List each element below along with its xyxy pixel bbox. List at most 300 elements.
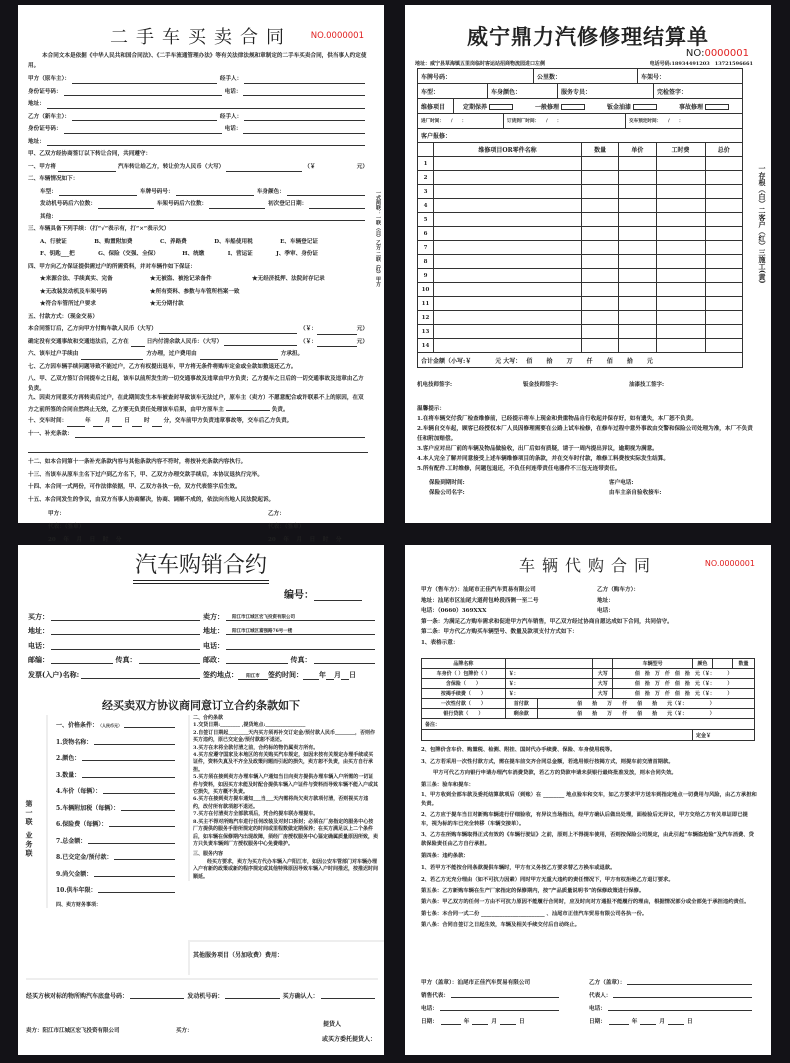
term-item: 3、乙方若采用一次性付款方式，需在提车前交齐合同总金额，若选用银行按揭方式，则提车前交清首期款。 xyxy=(421,758,674,765)
payment-kind: 首付款 xyxy=(505,699,537,709)
signature-party: 乙方： xyxy=(268,511,285,517)
field-line[interactable] xyxy=(139,656,201,664)
guarantee-item: ★无分期付款 xyxy=(150,301,184,308)
tip-item: 4.本人完全了解并同意接受上述车辆维修项目的条款，并在交车时付款，维修工料费按实际发生结算。 xyxy=(417,456,669,462)
field-label: 电话： xyxy=(224,126,242,133)
party-line[interactable] xyxy=(81,352,143,360)
address: 地址：威宁县草海镇五里岗临时客运站招商物流园进口左侧 xyxy=(415,61,546,67)
price-item-label: 9.尚欠金额： xyxy=(56,870,93,878)
total-amount[interactable]: 合计金额（小写:￥ 元 大写： 佰 拾 万 仟 佰 拾 元 xyxy=(418,353,743,368)
field-label: 买方： xyxy=(28,611,49,621)
clause-text: 方办理，过户费用由 xyxy=(146,351,197,358)
field-line[interactable] xyxy=(314,656,376,664)
party-row xyxy=(28,607,378,622)
clause-text: 元） xyxy=(356,326,368,333)
remark-field[interactable]: 备注： xyxy=(422,719,755,730)
complaint-field[interactable]: 客户报修： xyxy=(418,129,743,143)
representative-line[interactable] xyxy=(613,990,752,998)
table-row xyxy=(422,689,755,699)
service-rep-field[interactable]: 服务专员： xyxy=(558,84,654,98)
inspection-sign-field[interactable]: 完检签字： xyxy=(657,88,688,96)
minute-line[interactable] xyxy=(152,419,162,427)
price-words[interactable]: 佰 拾 万 仟 佰 拾 元（￥： ） xyxy=(613,669,755,679)
seller-name[interactable]: 阳江市江城区宏飞投资有限公司 xyxy=(226,614,375,621)
party-line[interactable] xyxy=(200,352,278,360)
sales-rep-line[interactable] xyxy=(451,990,559,998)
buyer-signature[interactable]: 买方： xyxy=(176,1027,193,1034)
price-item-label: 7.总金额： xyxy=(56,837,87,845)
contract-number xyxy=(284,586,362,601)
checkbox-icon xyxy=(633,104,657,110)
customer-phone[interactable]: 客户电话: xyxy=(609,480,634,486)
clause-text: 九、因卖方同意买方再转卖后过户，在此期间发生本车被查封导致该车无法过户，原车主（卖方）不愿意配合或许联系不上的原因，在双方之前所签的合同自然终止无效，乙方要无负责任处理该车后果，由甲方原车主 xyxy=(28,395,364,413)
clause-text: 负责。 xyxy=(271,407,289,413)
clause-1 xyxy=(28,160,368,173)
tip-item: 5.所有配件.工时维修，问题包退还，不负任何连带责任电器件不三包无连带责任。 xyxy=(417,466,621,472)
guarantee-item: ★无经济抵押、法院封存记录 xyxy=(252,276,325,283)
payment-row xyxy=(28,335,368,348)
copy-note-vertical: 一式两联：一联（白）乙方 二联（红）甲方 xyxy=(375,190,381,287)
seller-address[interactable]: 阳江市江城区富强路76号一楼 xyxy=(226,628,375,635)
checkbox-sheet-paint[interactable]: 钣金油漆 xyxy=(607,102,661,111)
price-words[interactable]: 佰 拾 万 仟 佰 拾 元（￥： ） xyxy=(613,679,755,689)
phone-line[interactable] xyxy=(440,1003,559,1011)
checkbox-accident-repair[interactable]: 事故修理 xyxy=(679,102,733,111)
field-line[interactable] xyxy=(51,627,200,635)
field-line[interactable] xyxy=(72,113,217,121)
party-row xyxy=(28,665,378,680)
field-row xyxy=(28,122,368,135)
copy-label-vertical: 第一联 业务联 xyxy=(25,800,34,859)
field-line[interactable] xyxy=(287,188,365,196)
field-line[interactable] xyxy=(47,101,365,109)
mechanic-signature[interactable]: 机电技师签字: xyxy=(417,382,453,388)
vin-field[interactable]: 车架号： xyxy=(641,73,666,81)
term-item: 3.买方在未将全款付清之前，合约标的物仍属卖方所有。 xyxy=(193,744,319,751)
year-line[interactable] xyxy=(609,1017,629,1025)
table-row: 8 xyxy=(418,255,743,269)
field-line[interactable] xyxy=(64,88,222,96)
field-line[interactable] xyxy=(124,720,175,728)
party-a: 甲方（售车方）：汕尾市正佳汽车贸易有限公司 xyxy=(421,587,536,593)
price-conditions xyxy=(46,715,178,908)
field-label: 经买方核对标的物所购汽车底盘号码： xyxy=(26,993,129,1000)
table-row: 4 xyxy=(418,199,743,213)
guarantee-item: ★来源合法、手续真实、完备 xyxy=(40,276,113,283)
price-item-label: 4.车价（每辆）： xyxy=(56,788,102,795)
price-item-label: 10.供车年限： xyxy=(56,887,97,894)
copy-note-vertical: 一存根（白）二客户（红）三施工(黄) xyxy=(758,165,767,284)
owner-line[interactable] xyxy=(226,403,270,411)
doc-item: G、保险（交强、全保） xyxy=(98,251,159,258)
insurance-company[interactable]: 保险公司名字: xyxy=(429,490,465,496)
party-b[interactable]: 乙方（购车方）： xyxy=(597,587,639,593)
parts-arrival-field[interactable]: 订货到厂时间： / ： xyxy=(504,114,626,128)
field-label: 传真： xyxy=(290,655,312,664)
signature-row xyxy=(26,1015,378,1043)
field-line[interactable] xyxy=(209,201,265,209)
price-value[interactable]: ￥： xyxy=(505,679,593,689)
day-line[interactable] xyxy=(668,1017,684,1025)
deposit-row xyxy=(422,730,755,741)
field-line[interactable] xyxy=(244,76,365,84)
paint-signature[interactable]: 油漆技工签字: xyxy=(629,382,665,388)
party-row xyxy=(28,622,378,637)
price-words-line[interactable] xyxy=(226,164,302,172)
field-line[interactable] xyxy=(59,213,365,221)
section-title: 一、价格条件： xyxy=(56,722,99,729)
article-1: 第一条：为满足乙方购车需求和促进甲方汽车销售，甲乙双方经过协商自愿达成如下合同，共同信守。 xyxy=(421,618,673,625)
field-label: 甲方（原车主）： xyxy=(28,76,70,83)
table-row: 5 xyxy=(418,213,743,227)
time-row xyxy=(418,114,743,129)
price-label: 含保险（ ） xyxy=(422,679,506,689)
tip-item: 2.车辆自交车起，顾客已经授权本厂人员因修理需要在公路上试车检修，在修车过程中意外事故由交警和保险公司处理为准，本厂不负责任和附加赔偿。 xyxy=(417,426,753,442)
contract-title: 车辆代购合同 xyxy=(518,556,657,575)
party-a-seal: 甲方（盖章）：汕尾市正佳汽车贸易有限公司 xyxy=(421,980,531,986)
field-label: 车型： xyxy=(40,188,57,195)
proxy-purchase-panel xyxy=(405,545,771,1055)
other-services[interactable]: 其他服务项目（另加收费）费用： xyxy=(188,940,384,975)
days-line[interactable] xyxy=(131,339,145,347)
doc-item: B、购置附加费 xyxy=(94,238,133,245)
chassis-line[interactable] xyxy=(130,991,184,999)
seller-signature[interactable]: 卖方：阳江市江城区宏飞投资有限公司 xyxy=(26,1027,120,1034)
price-item-label: 8.已交定金/预付款： xyxy=(56,854,113,861)
field-label: 乙方（盖章）： xyxy=(589,980,626,986)
guarantee-row xyxy=(28,297,368,310)
table-row xyxy=(422,699,755,709)
field-label: 买方确认人： xyxy=(282,993,319,1000)
clause-text: 元） xyxy=(356,163,368,170)
field-line[interactable] xyxy=(72,76,217,84)
clause-text: 分，交车前甲方负责违章事故等，交车后乙方负责。 xyxy=(163,418,293,425)
field-line[interactable] xyxy=(244,113,365,121)
intro-text: 本合同文本是依据《中华人民共和国合同法》、《二手车流通管理办法》等有关法律法规和章制定的二手车买卖合同，供当事人约定使用。 xyxy=(28,53,367,69)
term-item: 甲方可代乙方向银行申请办理汽车消费贷款，若乙方的贷款申请未获银行最终批准发放，则本合同失效。 xyxy=(433,770,677,777)
table-row: 10 xyxy=(418,283,743,297)
agree-line: 甲、乙双方经协商签订以下转让合同，共同遵守： xyxy=(28,151,152,158)
field-line[interactable] xyxy=(98,885,175,893)
field-line[interactable] xyxy=(243,88,365,96)
price-label: 车身价（ ）包牌价（ ） xyxy=(422,669,506,679)
clause-text: 年 xyxy=(85,418,91,425)
field-line[interactable] xyxy=(114,852,175,860)
checkbox-icon xyxy=(561,104,585,110)
clause-15: 十五、本合同发生的争议，由双方当事人协商解决，协商、调解不成的，依法向当地人民法院起诉。 xyxy=(28,496,275,503)
term-item: 2、若乙方无充分理由（如不可抗力因素）同时甲方无重大违约的责任情况下，甲方有权拒绝乙方退订要求。 xyxy=(421,876,674,883)
color-value[interactable] xyxy=(713,659,733,669)
sign-place-value[interactable]: 阳江市 xyxy=(238,673,268,680)
article-2: 第二条：甲方代乙方购买车辆型号、数量及款项支付方式如下： xyxy=(421,629,578,635)
table-row xyxy=(422,709,755,719)
year-line[interactable] xyxy=(303,672,319,680)
field-label: 发票(入户)名称: xyxy=(28,669,80,679)
field-label: 车身颜色： xyxy=(256,188,285,195)
field-line[interactable] xyxy=(51,656,113,664)
table-row: 7 xyxy=(418,241,743,255)
field-line[interactable] xyxy=(81,671,200,679)
signature-row xyxy=(421,973,755,986)
field-line[interactable] xyxy=(226,656,288,664)
field-row xyxy=(28,85,368,98)
delivery-time-field[interactable]: 交车预定时间： / ： xyxy=(629,119,684,124)
supplement-line[interactable] xyxy=(75,430,365,438)
section-title: 四、卖方财务事项： xyxy=(56,902,102,908)
term-item: 3、乙方在所购车辆取得正式有效的《车辆行驶证》之前，原则上不得提车使用，否则按保险公司规定，由此引起“车辆盗抢险”及汽车消费、贷款保险责任由乙方自行承担。 xyxy=(421,832,754,848)
chassis-row xyxy=(26,991,378,1000)
color-field[interactable]: 车身颜色： xyxy=(488,84,558,98)
tip-item: 3.客户应对出厂前的车辆及物品做验收，出厂后如有质疑，请于一周内提出异议，逾期视为满意。 xyxy=(417,446,658,452)
buyer-confirm-line[interactable] xyxy=(321,991,375,999)
field-label: 年 xyxy=(463,1019,470,1025)
clause-text: （￥： xyxy=(300,338,317,345)
brand-value[interactable] xyxy=(505,659,593,669)
field-line[interactable] xyxy=(226,642,375,650)
car-owner-line[interactable] xyxy=(58,164,116,172)
field-line[interactable] xyxy=(64,126,222,134)
table-row: 9 xyxy=(418,269,743,283)
field-label: 月 xyxy=(334,669,341,679)
field-line[interactable] xyxy=(103,786,175,794)
section-title: 三、服务内容 xyxy=(193,851,224,858)
serial-label: NO: xyxy=(685,48,705,59)
amount-line[interactable] xyxy=(159,326,297,334)
signature-party: 甲方： xyxy=(48,511,65,517)
field-label: 身份证号码： xyxy=(28,126,62,133)
term-item: 第八条：合同自签订之日起生效，车辆及相关手续交付后自动终止。 xyxy=(421,922,580,929)
clause-7: 七、乙方因车辆手续问题导致不能过户，乙方有权提出退车，甲方将无条件将购车定金或全款如数退还乙方。 xyxy=(28,363,297,370)
col-total: 总价 xyxy=(705,143,742,157)
supplement-line[interactable] xyxy=(28,439,368,453)
doc-item: I、营运证 xyxy=(227,251,253,258)
party-b-phone[interactable]: 电话： xyxy=(597,608,614,614)
clause-text: 十一、补充条款： xyxy=(28,430,73,437)
tips-section xyxy=(417,404,753,498)
clause-11 xyxy=(28,427,368,440)
field-label: 电话： xyxy=(203,640,224,650)
field-line[interactable] xyxy=(47,138,365,146)
field-line[interactable] xyxy=(94,869,175,877)
term-item: 1、若甲方不能按合同条款提供车辆时，甲方有义务按乙方要求替乙方换车或退款。 xyxy=(421,864,616,871)
signature-block xyxy=(28,508,368,547)
model-field[interactable]: 车型： xyxy=(418,84,488,98)
price-item-label: 2.颜色： xyxy=(56,755,81,762)
clause-8: 八、甲、乙双方签订合同提车之日起，该车以前所发生的一切交通事故及违章由甲方负责；乙方提车之日后的一切交通事故及违章由乙方负责。 xyxy=(28,376,364,392)
term-item: 第三条：验车和提车： xyxy=(421,781,474,788)
field-line[interactable] xyxy=(176,188,254,196)
year-line[interactable] xyxy=(441,1017,461,1025)
clause-text: 元） xyxy=(356,338,368,345)
contract-body xyxy=(28,51,368,547)
clause-text: 确定没有交通事故和交通违法后，乙方在 xyxy=(28,338,129,345)
field-label: 经手人： xyxy=(219,76,243,83)
term-item: 第六条：甲乙双方的任何一方由不可抗力原因不能履行合同时，应及时向对方通报不能履行的理由，根据情况部分或全部免于承担违约责任。 xyxy=(421,898,750,905)
field-label: 电话： xyxy=(28,640,49,650)
price-words[interactable]: 佰 拾 万 仟 佰 拾 元（￥： ） xyxy=(613,689,755,699)
checkbox-periodic-maintenance[interactable]: 定期保养 xyxy=(463,102,517,111)
field-line[interactable] xyxy=(51,642,200,650)
parties-header xyxy=(421,585,755,648)
owner-pickup[interactable]: 由车主亲自验收接车: xyxy=(609,490,662,496)
field-label: 日 xyxy=(519,1019,525,1025)
field-label: 电话： xyxy=(224,88,242,95)
month-line[interactable] xyxy=(640,1017,656,1025)
guarantee-item: ★所有资料、参数与车管所档案一致 xyxy=(150,288,240,295)
payment-words[interactable]: 佰 拾 万 仟 佰 拾 元（￥： ） xyxy=(537,699,754,709)
tips-title: 温馨提示： xyxy=(417,406,445,412)
clause-4-title: 四、甲方向乙方保证提供需过户的所需资料，并对车辆作如下保证： xyxy=(28,263,196,270)
color-label: 颜色 xyxy=(693,659,713,669)
bill-title: 威宁鼎力汽修修理结算单 xyxy=(467,24,709,49)
repair-type-row xyxy=(418,99,743,114)
month-line[interactable] xyxy=(472,1017,488,1025)
field-label: 身份证号码： xyxy=(28,88,62,95)
term-item: 8.买主不得对所购汽车进行任何改装及对封口拆封；必须在厂房指定的服务中心按厂方提供的服务手册所规定的时间或里程数做定期保养；在买方满足以上二个条件后，如车辆在保修期内出现故障，须经厂房授权服务中心鉴定确属质量原因所致，卖方只负责车辆到厂方授权服务中心免费维护。 xyxy=(193,818,379,847)
doc-item: J、季审、身份证 xyxy=(276,251,318,258)
signature-rep: 代表：（签章） xyxy=(48,524,85,530)
hour-line[interactable] xyxy=(132,419,142,427)
price-value[interactable]: ￥： xyxy=(505,689,593,699)
term-item: 第四条：违约条款： xyxy=(421,853,469,860)
col-unit-price: 单价 xyxy=(619,143,656,157)
sales-contract-panel xyxy=(18,545,384,1055)
number-line[interactable] xyxy=(314,593,362,601)
field-label: 卖方： xyxy=(203,611,224,621)
field-label: 地址： xyxy=(203,626,224,635)
checkbox-icon xyxy=(705,104,729,110)
guarantee-item: ★无被盗、被抢记录备件 xyxy=(150,276,212,283)
price-value[interactable]: ￥： xyxy=(505,669,593,679)
contract-terms xyxy=(421,745,757,932)
field-label: 日 xyxy=(349,669,356,679)
plate-field[interactable]: 车牌号码： xyxy=(418,69,534,83)
field-row xyxy=(28,110,368,123)
total-row xyxy=(418,353,743,368)
signature-block xyxy=(421,973,755,1025)
field-label: 邮编： xyxy=(28,655,49,664)
clause-text: 时 xyxy=(144,418,150,425)
clause-text: 日 xyxy=(124,418,130,425)
field-row xyxy=(28,72,368,85)
field-label: 乙方（新车主）： xyxy=(28,113,70,120)
field-line[interactable] xyxy=(82,770,175,778)
field-line[interactable] xyxy=(82,753,175,761)
phone-line[interactable] xyxy=(608,1003,752,1011)
field-label: 经手人： xyxy=(219,113,243,120)
clause-text: 月 xyxy=(104,418,111,425)
amount-line[interactable] xyxy=(317,327,357,335)
info-row xyxy=(418,84,743,99)
payment-row xyxy=(28,322,368,335)
insurance-expiry[interactable]: 保险到期时间: xyxy=(429,480,465,486)
engine-line[interactable] xyxy=(225,991,279,999)
field-line[interactable] xyxy=(309,201,365,209)
col-qty: 数量 xyxy=(582,143,619,157)
day-line[interactable] xyxy=(112,419,122,427)
sheet-metal-signature[interactable]: 钣金技师签字: xyxy=(523,382,559,388)
divider xyxy=(26,978,378,980)
amount-line[interactable] xyxy=(317,339,357,347)
clause-12: 十二、如本合同第十一条补充条款内容与其他条款内容不符时，将按补充条款内容执行。 xyxy=(28,459,247,466)
amount-line[interactable] xyxy=(224,338,297,346)
date-row xyxy=(421,1012,755,1025)
field-line[interactable] xyxy=(51,613,200,621)
day-line[interactable] xyxy=(500,1017,516,1025)
field-label: 电话： xyxy=(589,1006,606,1012)
field-label: 车牌号码号： xyxy=(140,188,174,195)
serial-value: 0000001 xyxy=(704,48,749,59)
entry-time-field[interactable]: 进厂时间： / ： xyxy=(418,114,504,128)
checkbox-general-repair[interactable]: 一般修理 xyxy=(535,102,589,111)
year-line[interactable] xyxy=(67,419,85,427)
clause-2-title: 二、车辆情况如下： xyxy=(28,176,79,183)
payment-kind: 剩余款 xyxy=(505,709,537,719)
remark-extra[interactable] xyxy=(422,730,693,741)
clause-text: 六、该车过户手续由 xyxy=(28,351,79,358)
field-label: 月 xyxy=(659,1019,666,1025)
contract-title: 汽车购销合约 xyxy=(18,548,384,584)
term-item: 5.买方须在接到卖方办理车辆入户通知当日向卖方提供办理车辆入户所需的一切证件与资料，如因买方未能及时配合提供车辆入户证件与资料而导致车辆不能入户或其它损失，买方概不负责。 xyxy=(193,774,379,796)
field-line[interactable] xyxy=(98,201,154,209)
field-label: 年 xyxy=(319,669,326,679)
table-row: 11 xyxy=(418,297,743,311)
info-row xyxy=(418,69,743,84)
party-b-address[interactable]: 地址： xyxy=(597,597,614,604)
doc-item: E、车辆登记证 xyxy=(280,238,318,245)
clause-text: （￥ xyxy=(304,163,316,170)
repair-type-label: 维修项目 xyxy=(418,99,454,113)
pickup-delegate-field[interactable]: 或买方委托提货人： xyxy=(321,1036,376,1043)
serial-number xyxy=(686,48,749,59)
table-row: 1 xyxy=(418,157,743,171)
table-row xyxy=(422,669,755,679)
month-line[interactable] xyxy=(93,419,103,427)
docs-row xyxy=(28,247,368,260)
field-label: 地址： xyxy=(28,138,45,145)
field-line[interactable] xyxy=(59,188,137,196)
brand-label: 品牌名称 xyxy=(422,659,506,669)
guarantee-item: ★符合车管所过户要求 xyxy=(40,301,96,308)
term-item: 2、包牌价含车价、购置税、检测、附挂、国封代办手续费、保险、车身使用税等。 xyxy=(421,747,616,753)
clause-13: 十三、当该车从原车主名下过户到乙方名下，甲、乙双方办理交款手续后，本协议退执行完毕。 xyxy=(28,471,263,478)
field-line[interactable] xyxy=(121,803,175,811)
field-line[interactable] xyxy=(109,819,175,827)
payment-words[interactable]: 佰 拾 万 仟 佰 拾 元（￥： ） xyxy=(537,709,754,719)
field-label: 发动机号码后六位数： xyxy=(40,201,96,208)
field-line[interactable] xyxy=(243,126,365,134)
words-label: 大写 xyxy=(593,669,613,679)
month-line[interactable] xyxy=(326,672,334,680)
guarantee-row xyxy=(28,285,368,298)
day-line[interactable] xyxy=(341,672,349,680)
clause-text: 本合同签订后，乙方向甲方付购车款人民币（大写） xyxy=(28,326,157,333)
col-labor: 工时费 xyxy=(656,143,705,157)
party-b-seal-line[interactable] xyxy=(627,977,752,985)
signature-date: 20 年 月 日 时 分 xyxy=(48,537,122,543)
deposit-field[interactable]: 定金￥ xyxy=(693,730,755,741)
field-line[interactable] xyxy=(94,737,175,745)
mileage-field[interactable]: 公里数： xyxy=(534,69,638,83)
field-label: 日期： xyxy=(421,1019,438,1025)
clause-text: 一、甲方将 xyxy=(28,163,56,170)
term-item: 4.买方应遵守国家及本地区的有关购买汽车规定，如因未按有关规定办理手续或买证件，资料失真及不齐全及政策问题而引起的损失，卖方恕不负责，由买方自行承担。 xyxy=(193,752,374,773)
field-line[interactable] xyxy=(88,836,175,844)
table-row xyxy=(422,679,755,689)
clause-text: 十、交车时间： xyxy=(28,418,68,425)
agreement-heading: 经买卖双方协议商同意订立合约条款如下 xyxy=(102,699,300,712)
field-label: 邮政： xyxy=(203,655,224,664)
